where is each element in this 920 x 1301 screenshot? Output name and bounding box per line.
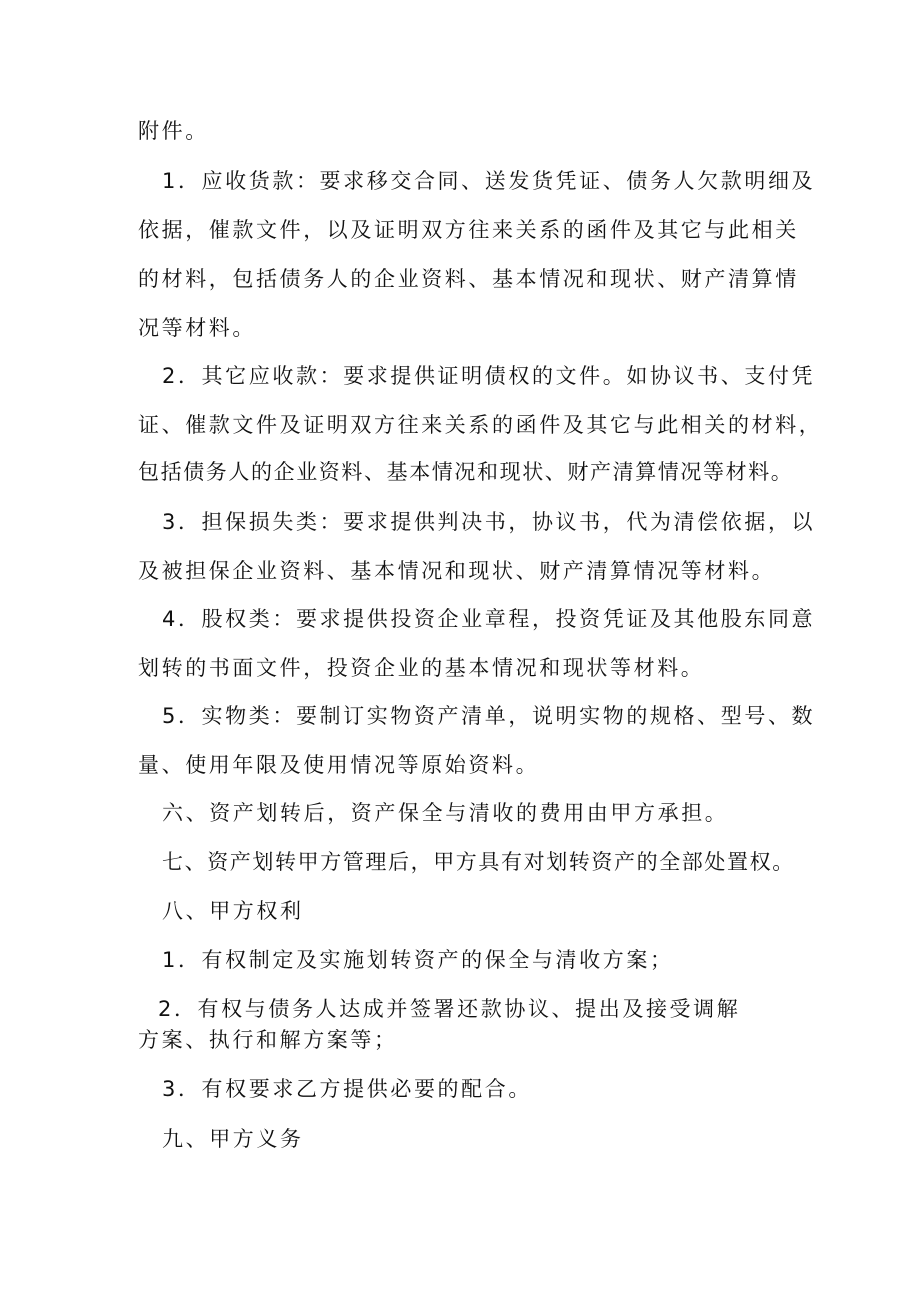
text-line: 4．股权类：要求提供投资企业章程，投资凭证及其他股东同意 bbox=[162, 607, 816, 631]
text-line: 附件。 bbox=[138, 119, 209, 143]
text-line: 2．有权与债务人达成并签署还款协议、提出及接受调解 bbox=[158, 997, 741, 1021]
section-heading: 九、甲方义务 bbox=[162, 1127, 304, 1151]
section-heading: 七、资产划转甲方管理后，甲方具有对划转资产的全部处置权。 bbox=[162, 850, 795, 874]
text-line: 1．应收货款：要求移交合同、送发货凭证、债务人欠款明细及 bbox=[162, 169, 816, 193]
text-line: 1．有权制定及实施划转资产的保全与清收方案； bbox=[162, 948, 674, 972]
text-line: 2．其它应收款：要求提供证明债权的文件。如协议书、支付凭 bbox=[162, 364, 816, 388]
text-line: 方案、执行和解方案等； bbox=[138, 1028, 398, 1052]
text-line: 量、使用年限及使用情况等原始资料。 bbox=[138, 753, 540, 777]
section-heading: 六、资产划转后，资产保全与清收的费用由甲方承担。 bbox=[162, 801, 729, 825]
text-line: 5．实物类：要制订实物资产清单，说明实物的规格、型号、数 bbox=[162, 704, 816, 728]
text-line: 况等材料。 bbox=[138, 316, 256, 340]
text-line: 及被担保企业资料、基本情况和现状、财产清算情况等材料。 bbox=[138, 559, 776, 583]
text-line: 3．担保损失类：要求提供判决书，协议书，代为清偿依据，以 bbox=[162, 510, 816, 534]
section-heading: 八、甲方权利 bbox=[162, 899, 304, 923]
text-line: 划转的书面文件，投资企业的基本情况和现状等材料。 bbox=[138, 656, 705, 680]
text-line: 依据，催款文件，以及证明双方往来关系的函件及其它与此相关 bbox=[138, 218, 799, 242]
text-line: 的材料，包括债务人的企业资料、基本情况和现状、财产清算情 bbox=[138, 267, 799, 291]
text-line: 证、催款文件及证明双方往来关系的函件及其它与此相关的材料， bbox=[138, 413, 823, 437]
text-line: 3．有权要求乙方提供必要的配合。 bbox=[162, 1077, 532, 1101]
text-line: 包括债务人的企业资料、基本情况和现状、财产清算情况等材料。 bbox=[138, 460, 794, 484]
